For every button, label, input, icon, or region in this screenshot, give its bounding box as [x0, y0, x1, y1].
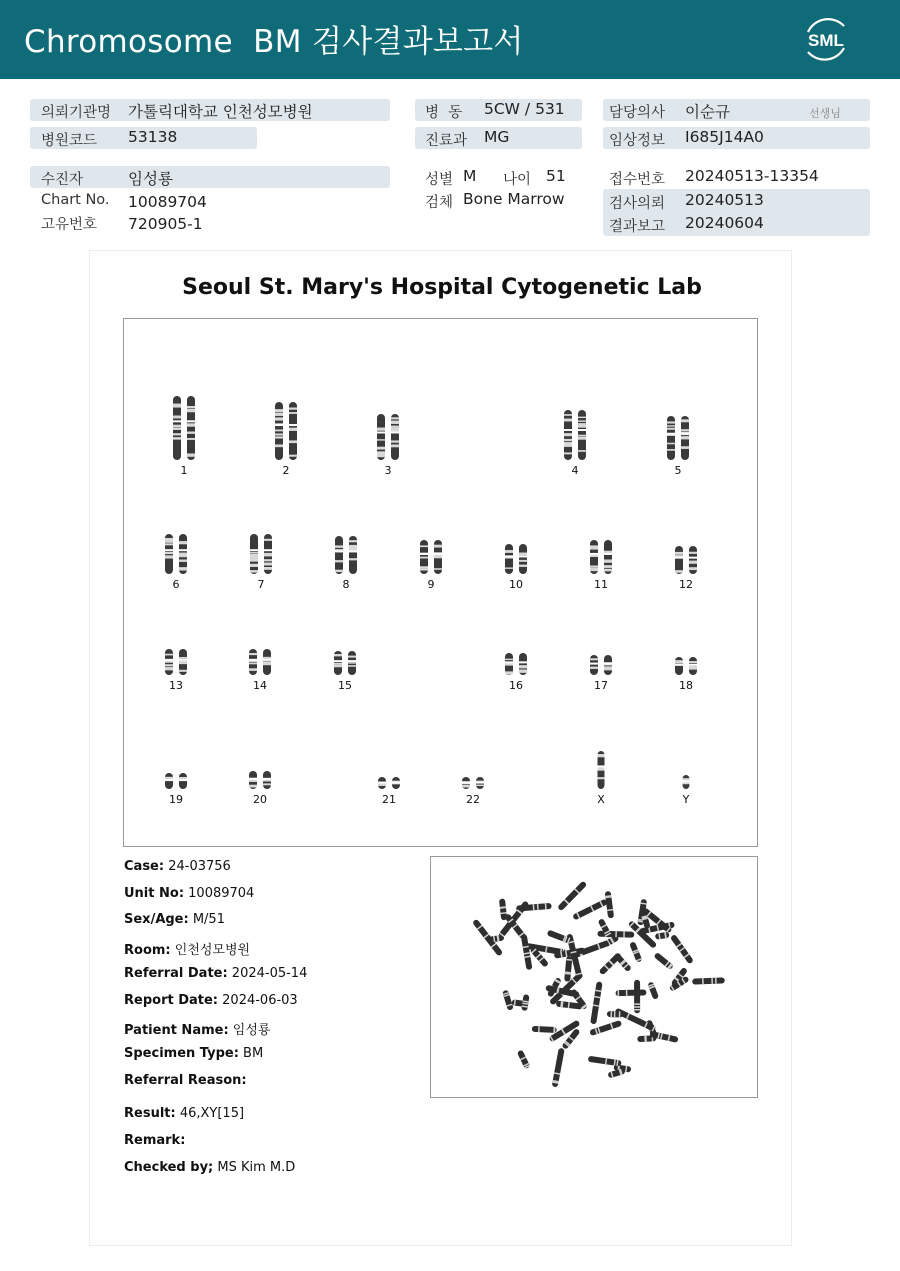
institution-value: 가톨릭대학교 인천성모병원 — [128, 103, 313, 121]
chromosome-pair-3 — [377, 414, 400, 460]
detail-label: Specimen Type: — [124, 1046, 239, 1061]
metaphase-chromosome — [521, 934, 533, 970]
detail-value: 10089704 — [184, 886, 255, 901]
detail-value: 46,XY[15] — [175, 1106, 245, 1121]
chromosome-pair-20 — [249, 771, 272, 789]
chromosome-label-2: 2 — [282, 464, 290, 477]
receipt-label: 접수번호 — [609, 172, 666, 188]
sml-logo — [798, 12, 854, 66]
doctor-suffix: 선생님 — [809, 107, 841, 120]
clinical-value: I685J14A0 — [685, 128, 764, 146]
metaphase-chromosome — [502, 990, 514, 1011]
metaphase-chromosome — [616, 989, 647, 996]
detail-value: 인천성모병원 — [170, 943, 251, 958]
metaphase-chromosome — [597, 931, 634, 938]
detail-row — [124, 912, 225, 927]
chromosome-pair-16 — [505, 653, 528, 675]
hospital-code-label: 병원코드 — [41, 133, 98, 149]
logo-text: SML — [808, 31, 844, 50]
metaphase-chromosome — [647, 981, 659, 999]
metaphase-chromosome — [599, 952, 623, 975]
ward-label: 병 동 — [425, 105, 463, 121]
examinee-value: 임성룡 — [128, 170, 173, 188]
dept-value: MG — [484, 128, 510, 146]
chromosome-pair-11 — [590, 540, 613, 574]
sex-label: 성별 — [425, 172, 454, 188]
chromosome-label-4: 4 — [571, 464, 579, 477]
detail-label: Checked by; — [124, 1160, 214, 1175]
detail-label: Patient Name: — [124, 1023, 229, 1038]
examinee-label: 수진자 — [41, 172, 84, 188]
chromosome-label-Y: Y — [682, 793, 690, 806]
chromosome-label-X: X — [597, 793, 605, 806]
chromosome-pair-19 — [165, 773, 188, 789]
chromosome-pair-6 — [165, 534, 188, 574]
detail-row — [124, 1160, 295, 1175]
metaphase-chromosome — [521, 994, 529, 1011]
chromosome-label-17: 17 — [594, 679, 608, 692]
dept-label: 진료과 — [425, 133, 468, 149]
chromosome-label-5: 5 — [674, 464, 682, 477]
chromosome-label-12: 12 — [679, 578, 693, 591]
chromosome-pair-12 — [675, 546, 698, 574]
detail-row — [124, 1019, 270, 1038]
chromosome-label-15: 15 — [338, 679, 352, 692]
id-value: 720905-1 — [128, 215, 203, 233]
metaphase-chromosome — [588, 1056, 622, 1067]
doctor-value: 이순규 — [685, 103, 730, 121]
chromosome-label-20: 20 — [253, 793, 267, 806]
chromosome-pair-Y — [682, 775, 690, 789]
chromosome-label-6: 6 — [172, 578, 180, 591]
metaphase-chromosome — [564, 956, 572, 982]
chromosome-label-18: 18 — [679, 679, 693, 692]
detail-label: Result: — [124, 1106, 176, 1121]
metaphase-chromosome — [692, 977, 725, 984]
detail-label: Unit No: — [124, 886, 185, 901]
chromosome-pair-18 — [675, 657, 698, 675]
report-value: 20240604 — [685, 214, 764, 232]
chromosome-pair-13 — [165, 649, 188, 675]
metaphase-chromosome — [590, 981, 602, 1024]
chromosome-pair-10 — [505, 544, 528, 574]
detail-value: 2024-05-14 — [227, 966, 308, 981]
chromosome-label-21: 21 — [382, 793, 396, 806]
metaphase-chromosome — [655, 932, 670, 940]
metaphase-chromosome — [572, 899, 608, 921]
chromosome-label-8: 8 — [342, 578, 350, 591]
chromosome-label-13: 13 — [169, 679, 183, 692]
detail-row — [124, 859, 231, 874]
chromosome-label-3: 3 — [384, 464, 392, 477]
report-label: 결과보고 — [609, 219, 666, 235]
metaphase-chromosome — [653, 952, 674, 970]
chromosome-pair-21 — [378, 777, 401, 789]
chromosome-pair-5 — [667, 416, 690, 460]
detail-value: M/51 — [188, 912, 225, 927]
detail-value: BM — [238, 1046, 264, 1061]
detail-row — [124, 939, 250, 958]
clinical-label: 임상정보 — [609, 133, 666, 149]
detail-value: MS Kim M.D — [213, 1160, 296, 1175]
report-title: Chromosome BM 검사결과보고서 — [24, 24, 524, 60]
chromosome-pair-2 — [275, 402, 298, 460]
request-value: 20240513 — [685, 191, 764, 209]
chromosome-label-19: 19 — [169, 793, 183, 806]
detail-label: Report Date: — [124, 993, 219, 1008]
age-label: 나이 — [503, 172, 532, 188]
chromosome-label-16: 16 — [509, 679, 523, 692]
specimen-value: Bone Marrow — [463, 190, 565, 208]
metaphase-chromosome — [629, 941, 642, 963]
sex-value: M — [463, 167, 477, 185]
detail-row — [124, 1046, 263, 1061]
chromosome-label-14: 14 — [253, 679, 267, 692]
receipt-value: 20240513-13354 — [685, 167, 819, 185]
detail-row — [124, 1133, 185, 1148]
lab-title: Seoul St. Mary's Hospital Cytogenetic Lab — [182, 275, 702, 300]
chromosome-pair-8 — [335, 536, 358, 574]
metaphase-chromosome — [670, 934, 694, 964]
metaphase-spread-image — [431, 857, 757, 1097]
chromosome-label-11: 11 — [594, 578, 608, 591]
doctor-label: 담당의사 — [609, 105, 666, 121]
detail-value: 2024-06-03 — [218, 993, 298, 1008]
chromosome-pair-1 — [173, 396, 196, 460]
detail-row — [124, 886, 254, 901]
ward-value: 5CW / 531 — [484, 100, 565, 118]
metaphase-chromosome — [634, 980, 640, 1014]
chromosome-label-1: 1 — [180, 464, 188, 477]
hospital-code-value: 53138 — [128, 128, 178, 146]
chromosome-pair-17 — [590, 655, 613, 675]
institution-label: 의뢰기관명 — [41, 105, 112, 121]
detail-label: Sex/Age: — [124, 912, 189, 927]
karyogram — [123, 318, 758, 847]
detail-row — [124, 1106, 244, 1121]
chromosome-pair-15 — [334, 651, 357, 675]
age-value: 51 — [546, 167, 566, 185]
chromosome-label-10: 10 — [509, 578, 523, 591]
chart-label: Chart No. — [41, 192, 110, 208]
chromosome-pair-9 — [420, 540, 443, 574]
detail-row — [124, 993, 298, 1008]
detail-label: Remark: — [124, 1133, 186, 1148]
chromosome-pair-X — [597, 751, 605, 789]
metaphase-chromosome — [607, 1011, 623, 1017]
metaphase-chromosome — [557, 880, 587, 911]
metaphase-chromosome — [552, 1048, 565, 1088]
detail-label: Case: — [124, 859, 165, 874]
detail-row — [124, 966, 307, 981]
chromosome-label-9: 9 — [427, 578, 435, 591]
metaphase-chromosome — [532, 1026, 557, 1033]
header-bar — [0, 0, 900, 79]
detail-label: Referral Reason: — [124, 1073, 247, 1088]
detail-value: 임성룡 — [228, 1023, 271, 1038]
id-label: 고유번호 — [41, 217, 98, 233]
detail-row — [124, 1073, 247, 1088]
chromosome-label-7: 7 — [257, 578, 265, 591]
metaphase-chromosome — [517, 1049, 531, 1069]
metaphase-frame — [430, 856, 758, 1098]
chromosome-pair-4 — [564, 410, 587, 460]
chart-value: 10089704 — [128, 193, 207, 211]
chromosome-label-22: 22 — [466, 793, 480, 806]
detail-value: 24-03756 — [164, 859, 231, 874]
chromosome-pair-7 — [250, 534, 273, 574]
request-label: 검사의뢰 — [609, 196, 666, 212]
detail-label: Room: — [124, 943, 171, 958]
specimen-label: 검체 — [425, 195, 454, 211]
chromosome-pair-22 — [462, 777, 485, 789]
chromosome-pair-14 — [249, 649, 272, 675]
examinee-band — [30, 166, 390, 188]
detail-label: Referral Date: — [124, 966, 228, 981]
